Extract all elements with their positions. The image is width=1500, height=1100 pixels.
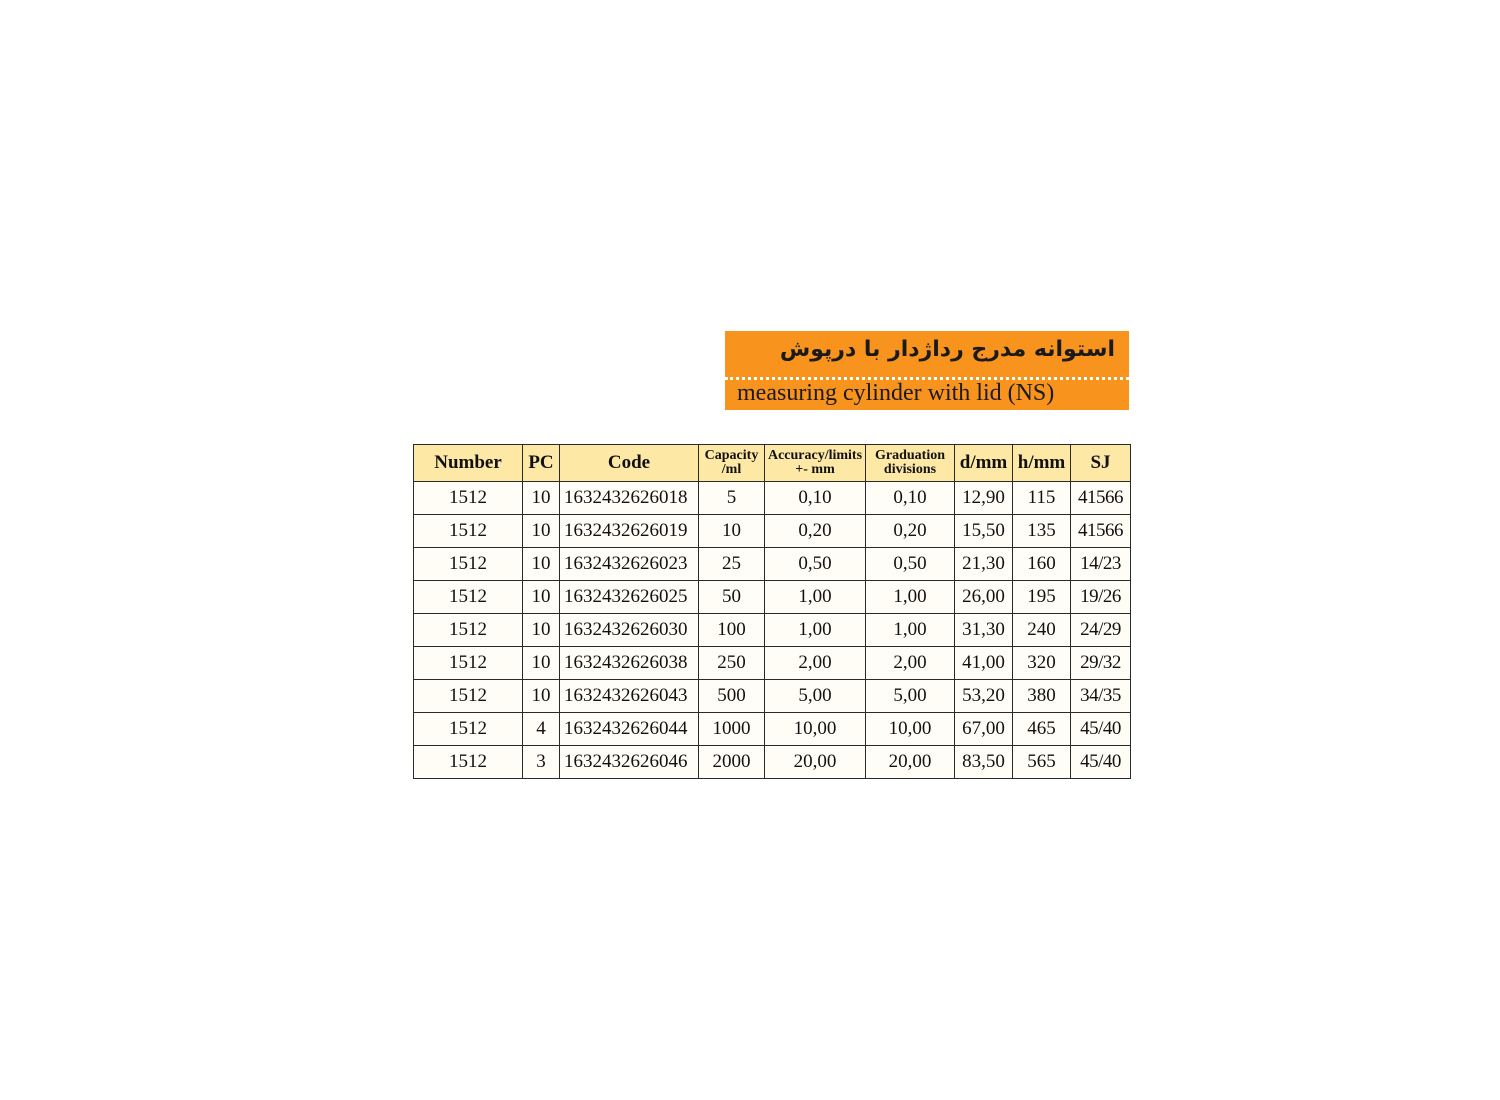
cell-number: 1512 — [414, 581, 523, 614]
header-accuracy — [765, 445, 866, 482]
cell-number: 1512 — [414, 713, 523, 746]
header-capacity-line1: Capacity — [704, 448, 759, 463]
cell-diameter: 67,00 — [955, 713, 1013, 746]
cell-graduation: 2,00 — [866, 647, 955, 680]
cell-sj: 34/35 — [1071, 680, 1131, 713]
cell-sj: 24/29 — [1071, 614, 1131, 647]
cell-height: 195 — [1013, 581, 1071, 614]
cell-capacity: 25 — [699, 548, 765, 581]
cell-accuracy: 0,10 — [765, 482, 866, 515]
cell-accuracy: 0,50 — [765, 548, 866, 581]
cell-accuracy: 5,00 — [765, 680, 866, 713]
cell-pc: 10 — [523, 548, 560, 581]
cell-code: 1632432626046 — [560, 746, 699, 779]
table-row — [414, 515, 1131, 548]
table-header-row — [414, 445, 1131, 482]
header-pc: PC — [523, 445, 560, 482]
cell-graduation: 1,00 — [866, 614, 955, 647]
table-row — [414, 482, 1131, 515]
cell-height: 160 — [1013, 548, 1071, 581]
cell-sj: 29/32 — [1071, 647, 1131, 680]
cell-sj: 19/26 — [1071, 581, 1131, 614]
cell-code: 1632432626023 — [560, 548, 699, 581]
cell-accuracy: 0,20 — [765, 515, 866, 548]
cell-pc: 4 — [523, 713, 560, 746]
cell-height: 240 — [1013, 614, 1071, 647]
product-title-persian: استوانه مدرج رداژدار با درپوش — [779, 337, 1115, 362]
cell-capacity: 5 — [699, 482, 765, 515]
cell-sj: 41566 — [1071, 515, 1131, 548]
cell-graduation: 0,10 — [866, 482, 955, 515]
cell-pc: 10 — [523, 680, 560, 713]
cell-graduation: 5,00 — [866, 680, 955, 713]
table-row — [414, 548, 1131, 581]
cell-number: 1512 — [414, 482, 523, 515]
cell-number: 1512 — [414, 746, 523, 779]
header-diameter: d/mm — [955, 445, 1013, 482]
cell-pc: 10 — [523, 482, 560, 515]
header-number: Number — [414, 445, 523, 482]
header-height: h/mm — [1013, 445, 1071, 482]
specification-table — [413, 444, 1131, 779]
table-row — [414, 647, 1131, 680]
cell-height: 565 — [1013, 746, 1071, 779]
cell-diameter: 41,00 — [955, 647, 1013, 680]
cell-number: 1512 — [414, 614, 523, 647]
cell-accuracy: 1,00 — [765, 581, 866, 614]
cell-graduation: 1,00 — [866, 581, 955, 614]
cell-code: 1632432626030 — [560, 614, 699, 647]
cell-code: 1632432626043 — [560, 680, 699, 713]
header-accuracy-line2: +- mm — [795, 462, 835, 477]
cell-graduation: 0,20 — [866, 515, 955, 548]
cell-diameter: 26,00 — [955, 581, 1013, 614]
cell-graduation: 0,50 — [866, 548, 955, 581]
cell-code: 1632432626044 — [560, 713, 699, 746]
cell-code: 1632432626025 — [560, 581, 699, 614]
cell-capacity: 500 — [699, 680, 765, 713]
cell-pc: 10 — [523, 581, 560, 614]
cell-capacity: 250 — [699, 647, 765, 680]
cell-number: 1512 — [414, 548, 523, 581]
header-accuracy-line1: Accuracy/limits — [767, 448, 863, 463]
cell-number: 1512 — [414, 680, 523, 713]
table-row — [414, 614, 1131, 647]
cell-sj: 41566 — [1071, 482, 1131, 515]
cell-code: 1632432626018 — [560, 482, 699, 515]
cell-capacity: 50 — [699, 581, 765, 614]
cell-code: 1632432626038 — [560, 647, 699, 680]
header-graduation-line2: divisions — [883, 462, 937, 477]
cell-capacity: 10 — [699, 515, 765, 548]
cell-pc: 3 — [523, 746, 560, 779]
cell-capacity: 1000 — [699, 713, 765, 746]
header-sj: SJ — [1071, 445, 1131, 482]
cell-sj: 45/40 — [1071, 713, 1131, 746]
header-code: Code — [560, 445, 699, 482]
cell-height: 380 — [1013, 680, 1071, 713]
cell-diameter: 31,30 — [955, 614, 1013, 647]
cell-accuracy: 2,00 — [765, 647, 866, 680]
header-graduation — [866, 445, 955, 482]
product-title-english: measuring cylinder with lid (NS) — [737, 380, 1055, 406]
cell-height: 465 — [1013, 713, 1071, 746]
cell-pc: 10 — [523, 647, 560, 680]
cell-diameter: 53,20 — [955, 680, 1013, 713]
cell-number: 1512 — [414, 647, 523, 680]
header-capacity — [699, 445, 765, 482]
cell-height: 320 — [1013, 647, 1071, 680]
cell-capacity: 2000 — [699, 746, 765, 779]
cell-height: 135 — [1013, 515, 1071, 548]
cell-graduation: 20,00 — [866, 746, 955, 779]
cell-capacity: 100 — [699, 614, 765, 647]
header-capacity-line2: /ml — [721, 462, 742, 477]
cell-pc: 10 — [523, 614, 560, 647]
header-graduation-line1: Graduation — [874, 448, 945, 463]
cell-pc: 10 — [523, 515, 560, 548]
cell-accuracy: 10,00 — [765, 713, 866, 746]
cell-diameter: 83,50 — [955, 746, 1013, 779]
cell-diameter: 12,90 — [955, 482, 1013, 515]
cell-diameter: 21,30 — [955, 548, 1013, 581]
cell-accuracy: 20,00 — [765, 746, 866, 779]
cell-code: 1632432626019 — [560, 515, 699, 548]
cell-accuracy: 1,00 — [765, 614, 866, 647]
cell-sj: 14/23 — [1071, 548, 1131, 581]
table-row — [414, 581, 1131, 614]
cell-height: 115 — [1013, 482, 1071, 515]
table-row — [414, 713, 1131, 746]
cell-sj: 45/40 — [1071, 746, 1131, 779]
table-row — [414, 680, 1131, 713]
cell-graduation: 10,00 — [866, 713, 955, 746]
cell-diameter: 15,50 — [955, 515, 1013, 548]
cell-number: 1512 — [414, 515, 523, 548]
table-row — [414, 746, 1131, 779]
product-title-banner — [725, 331, 1129, 410]
